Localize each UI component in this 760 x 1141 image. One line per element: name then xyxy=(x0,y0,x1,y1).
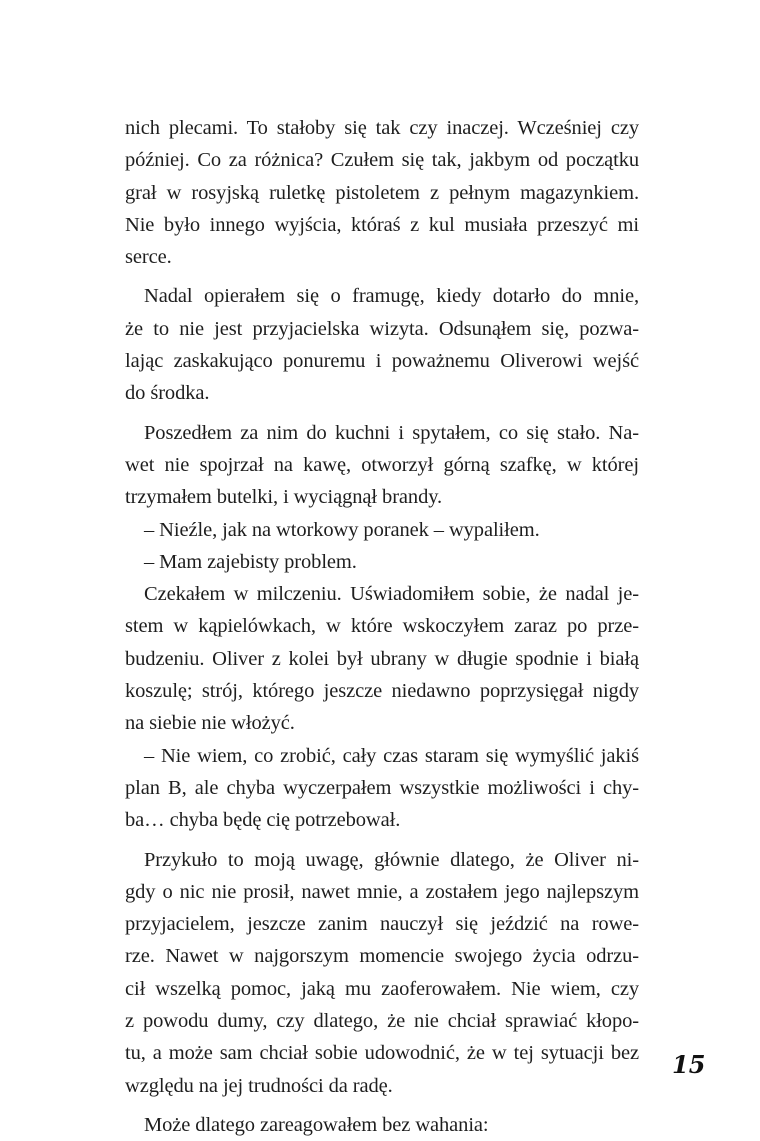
text-line: Nie było innego wyjścia, któraś z kul musiała przeszyć mi xyxy=(125,213,639,236)
text-line: z powodu dumy, czy dlatego, że nie chciał sprawiać kłopo- xyxy=(125,1010,639,1033)
paragraph xyxy=(125,112,639,273)
text-line: lając zaskakująco ponuremu i poważnemu Oliverowi wejść xyxy=(125,350,639,373)
text-line: grał w rosyjską ruletkę pistoletem z pełnym magazynkiem. xyxy=(125,181,639,204)
text-line: budzeniu. Oliver z kolei był ubrany w długie spodnie i białą xyxy=(125,647,639,670)
text-line: gdy o nic nie prosił, nawet mnie, a zostałem jego najlepszym xyxy=(125,880,639,903)
page-number: 15 xyxy=(672,1050,706,1079)
text-line: rze. Nawet w najgorszym momencie swojego życia odrzu- xyxy=(125,945,639,968)
text-line: Przykuło to moją uwagę, głównie dlatego, że Oliver ni- xyxy=(144,848,639,871)
paragraph xyxy=(125,1109,639,1141)
text-line: Poszedłem za nim do kuchni i spytałem, co się stało. Na- xyxy=(144,421,639,444)
text-line: Nadal opierałem się o framugę, kiedy dotarło do mnie, xyxy=(144,285,639,308)
text-line: trzymałem butelki, i wyciągnął brandy. xyxy=(125,486,443,509)
text-line: – Nieźle, jak na wtorkowy poranek – wypaliłem. xyxy=(144,518,540,541)
text-line: na siebie nie włożyć. xyxy=(125,712,295,735)
text-line: względu na jej trudności da radę. xyxy=(125,1074,393,1097)
text-line: wet nie spojrzał na kawę, otworzył górną szafkę, w której xyxy=(125,453,639,476)
text-line: przyjacielem, jeszcze zanim nauczył się jeździć na rowe- xyxy=(125,913,639,936)
text-line: – Mam zajebisty problem. xyxy=(144,550,357,573)
text-line: Czekałem w milczeniu. Uświadomiłem sobie, że nadal je- xyxy=(144,583,639,606)
paragraph xyxy=(125,280,639,409)
text-line: później. Co za różnica? Czułem się tak, jakbym od początku xyxy=(125,149,639,172)
text-line: do środka. xyxy=(125,382,210,405)
dialogue-line xyxy=(125,514,639,546)
text-line: plan B, ale chyba wyczerpałem wszystkie możliwości i chy- xyxy=(125,776,639,799)
text-line: koszulę; strój, którego jeszcze niedawno poprzysięgał nigdy xyxy=(125,680,639,703)
dialogue-line xyxy=(125,546,639,578)
text-line: cił wszelką pomoc, jaką mu zaoferowałem. Nie wiem, czy xyxy=(125,977,639,1000)
text-line: że to nie jest przyjacielska wizyta. Odsunąłem się, pozwa- xyxy=(125,317,639,340)
paragraph xyxy=(125,578,639,739)
text-line: stem w kąpielówkach, w które wskoczyłem zaraz po prze- xyxy=(125,615,639,638)
dialogue-paragraph xyxy=(125,740,639,837)
paragraph xyxy=(125,844,639,1102)
text-line: serce. xyxy=(125,246,172,269)
text-line: nich plecami. To stałoby się tak czy inaczej. Wcześniej czy xyxy=(125,117,639,139)
body-text xyxy=(125,112,639,1141)
text-line: Może dlatego zareagowałem bez wahania: xyxy=(144,1113,489,1136)
text-line: – Nie wiem, co zrobić, cały czas staram się wymyślić jakiś xyxy=(144,744,639,767)
paragraph xyxy=(125,417,639,514)
text-line: ba… chyba będę cię potrzebował. xyxy=(125,809,401,832)
text-line: tu, a może sam chciał sobie udowodnić, że w tej sytuacji bez xyxy=(125,1042,639,1065)
